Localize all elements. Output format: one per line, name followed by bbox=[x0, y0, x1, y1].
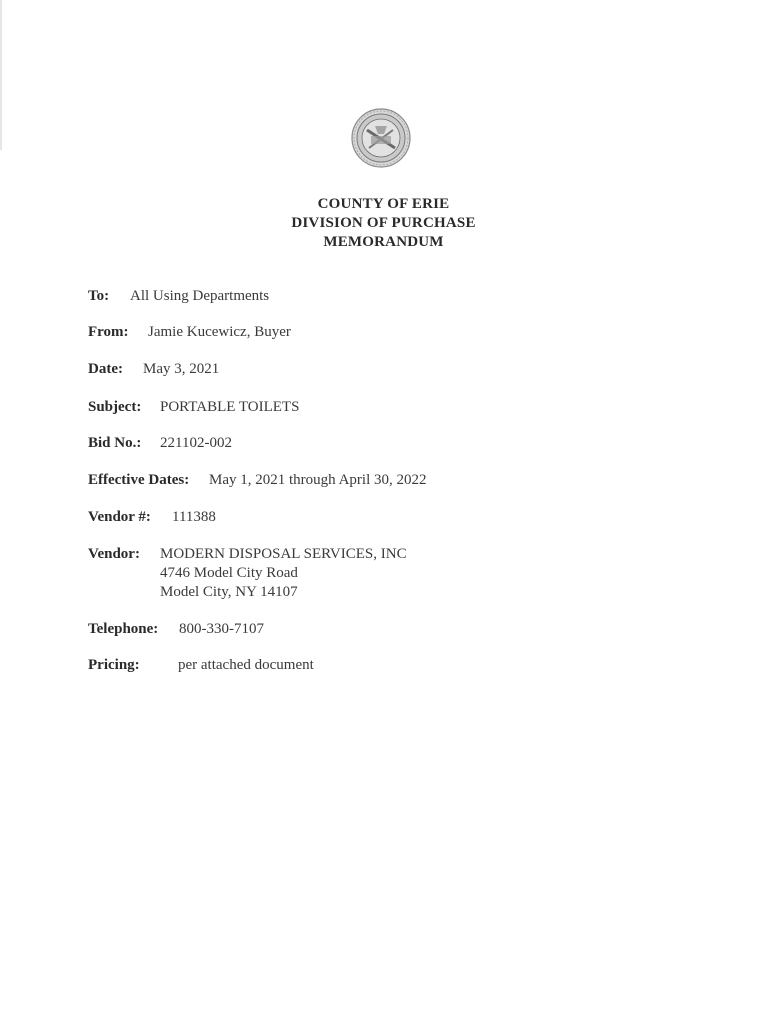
field-vendor bbox=[88, 545, 407, 602]
vendor-address-block bbox=[160, 545, 407, 602]
field-subject bbox=[88, 398, 299, 417]
field-pricing bbox=[88, 656, 314, 675]
bid-no-label: Bid No.: bbox=[88, 435, 142, 451]
field-from bbox=[88, 323, 291, 342]
field-vendor-number bbox=[88, 508, 216, 527]
county-seal-icon bbox=[351, 108, 411, 168]
bid-no-value: 221102-002 bbox=[160, 435, 232, 451]
subject-label: Subject: bbox=[88, 399, 142, 415]
pricing-label: Pricing: bbox=[88, 657, 140, 673]
date-label: Date: bbox=[88, 361, 123, 377]
vendor-number-value: 111388 bbox=[172, 509, 216, 525]
from-label: From: bbox=[88, 324, 129, 340]
field-date bbox=[88, 360, 219, 379]
field-bid-no bbox=[88, 434, 232, 453]
date-value: May 3, 2021 bbox=[143, 361, 220, 377]
field-effective-dates bbox=[88, 471, 427, 490]
telephone-value: 800-330-7107 bbox=[179, 621, 264, 637]
to-value: All Using Departments bbox=[130, 288, 270, 304]
header-memorandum: MEMORANDUM bbox=[323, 234, 444, 250]
pricing-value: per attached document bbox=[178, 657, 314, 673]
vendor-address-line1: 4746 Model City Road bbox=[160, 565, 298, 581]
subject-value: PORTABLE TOILETS bbox=[160, 399, 300, 415]
vendor-address-line2: Model City, NY 14107 bbox=[160, 584, 298, 600]
effective-dates-value: May 1, 2021 through April 30, 2022 bbox=[209, 472, 427, 488]
vendor-number-label: Vendor #: bbox=[88, 509, 151, 525]
telephone-label: Telephone: bbox=[88, 621, 159, 637]
field-to bbox=[88, 287, 269, 306]
scan-edge bbox=[0, 0, 2, 150]
to-label: To: bbox=[88, 288, 110, 304]
effective-dates-label: Effective Dates: bbox=[88, 472, 190, 488]
memo-header bbox=[200, 195, 567, 252]
vendor-label: Vendor: bbox=[88, 546, 140, 562]
field-telephone bbox=[88, 620, 264, 639]
vendor-name: MODERN DISPOSAL SERVICES, INC bbox=[160, 546, 407, 562]
header-county: COUNTY OF ERIE bbox=[317, 196, 450, 212]
header-division: DIVISION OF PURCHASE bbox=[291, 215, 476, 231]
from-value: Jamie Kucewicz, Buyer bbox=[148, 324, 291, 340]
